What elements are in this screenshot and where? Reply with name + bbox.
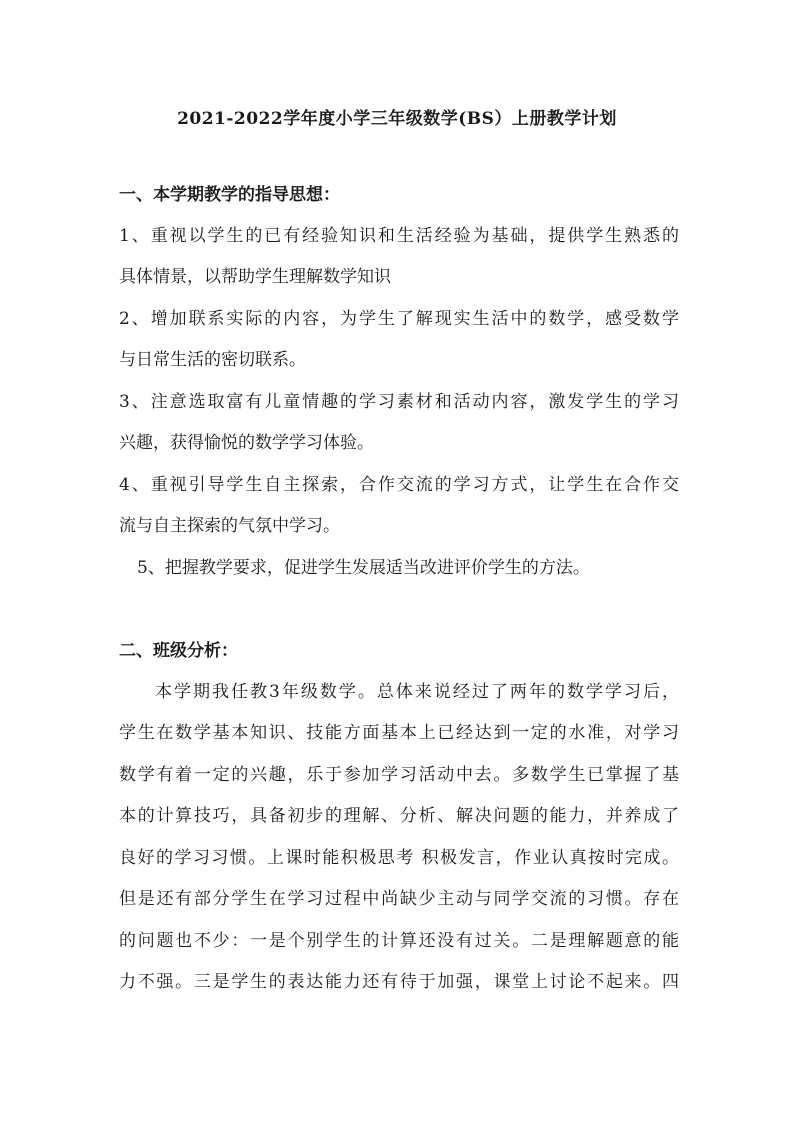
paragraph-line: 学生在数学基本知识、技能方面基本上已经达到一定的水准，对学习 (119, 723, 679, 743)
paragraph-line: 与日常生活的密切联系。 (119, 350, 306, 370)
paragraph-line: 2、增加联系实际的内容，为学生了解现实生活中的数学，感受数学 (119, 309, 679, 329)
paragraph-line: 力不强。三是学生的表达能力还有待于加强，课堂上讨论不起来。四 (119, 972, 679, 992)
paragraph-line: 3、注意选取富有儿童情趣的学习素材和活动内容，激发学生的学习 (119, 392, 679, 412)
paragraph-line: 良好的学习习惯。上课时能积极思考 积极发言，作业认真按时完成。 (119, 848, 679, 868)
paragraph-line: 本的计算技巧，具备初步的理解、分析、解决问题的能力，并养成了 (119, 806, 679, 826)
paragraph-line: 流与自主探索的气氛中学习。 (119, 516, 340, 536)
document-title: 2021-2022学年度小学三年级数学(BS）上册教学计划 (177, 109, 617, 129)
paragraph-line: 4、重视引导学生自主探索，合作交流的学习方式，让学生在合作交 (119, 475, 679, 495)
section-heading-class-analysis: 二、班级分析： (119, 641, 238, 661)
paragraph-line: 但是还有部分学生在学习过程中尚缺少主动与同学交流的习惯。存在 (119, 889, 679, 909)
paragraph-line: 本学期我任教3年级数学。总体来说经过了两年的数学学习后， (155, 682, 679, 702)
paragraph-line: 兴趣，获得愉悦的数学学习体验。 (119, 433, 374, 453)
paragraph-line: 1、重视以学生的已有经验知识和生活经验为基础，提供学生熟悉的 (119, 226, 679, 246)
paragraph-line: 具体情景，以帮助学生理解数学知识 (119, 267, 391, 287)
paragraph-line: 5、把握教学要求，促进学生发展适当改进评价学生的方法。 (137, 558, 590, 578)
paragraph-line: 数学有着一定的兴趣，乐于参加学习活动中去。多数学生已掌握了基 (119, 765, 679, 785)
paragraph-line: 的问题也不少：一是个别学生的计算还没有过关。二是理解题意的能 (119, 931, 679, 951)
section-heading-guiding-ideas: 一、本学期教学的指导思想： (119, 185, 340, 205)
